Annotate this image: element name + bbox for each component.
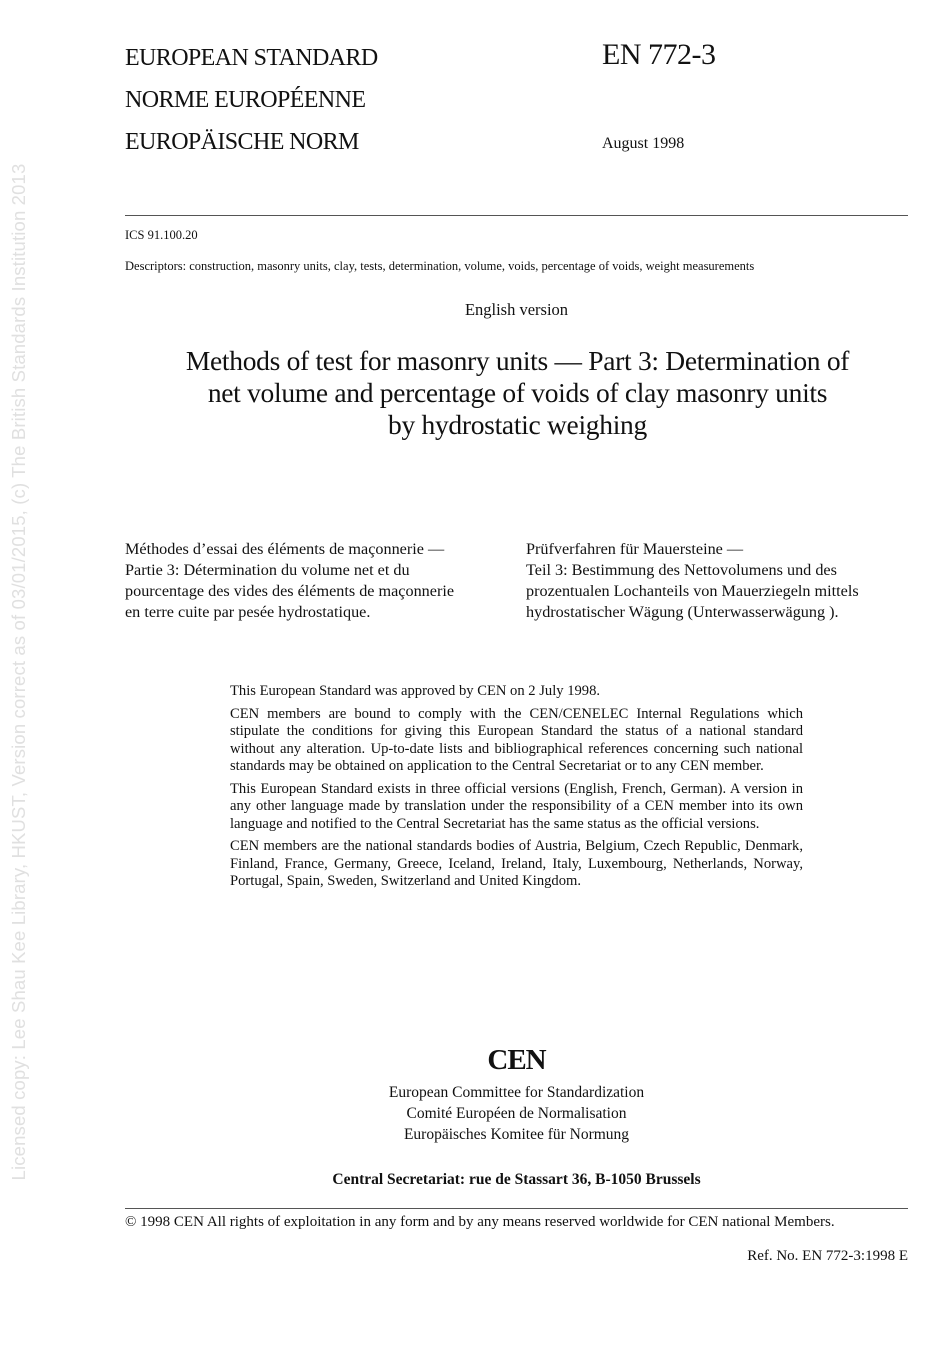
- language-version: English version: [464, 300, 569, 319]
- header-divider: [125, 215, 908, 216]
- french-title-line: pourcentage des vides des éléments de maçonnerie: [125, 582, 455, 600]
- footer-divider: [125, 1208, 908, 1209]
- german-title-line: hydrostatischer Wägung (Unterwasserwägung ).: [526, 603, 839, 621]
- title-line: net volume and percentage of voids of clay masonry units: [207, 377, 828, 408]
- french-title-line: Méthodes d’essai des éléments de maçonnerie —: [125, 540, 445, 558]
- french-title: [125, 539, 520, 623]
- german-title-line: prozentualen Lochanteils von Mauerziegeln mittels: [526, 582, 859, 600]
- cen-name-fr: Comité Européen de Normalisation: [406, 1104, 627, 1122]
- standard-label-de: EUROPÄISCHE NORM: [125, 129, 359, 155]
- descriptors: Descriptors: construction, masonry units, clay, tests, determination, volume, voids, percentage of voids, weight measurements: [125, 259, 755, 273]
- notice-paragraph: CEN members are the national standards bodies of Austria, Belgium, Czech Republic, Denmark, Finland, France, Germany, Greece, Iceland, Ireland, Italy, Luxembourg, Netherlands, Norway, Portugal, Spain, Sweden, Switzerland and United Kingdom.: [230, 838, 803, 889]
- standard-label-fr: NORME EUROPÉENNE: [125, 87, 366, 113]
- notice-paragraph: This European Standard exists in three official versions (English, French, German). A version in any other language made by translation under the responsibility of a CEN member into its own language and notified to the Central Secretariat has the same status as the official versions.: [230, 780, 803, 832]
- french-title-line: Partie 3: Détermination du volume net et du: [125, 561, 410, 579]
- german-title-line: Teil 3: Bestimmung des Nettovolumens und des: [526, 561, 837, 579]
- german-title: [526, 539, 926, 623]
- title-line: Methods of test for masonry units — Part 3: Determination of: [185, 345, 850, 376]
- copyright-notice: © 1998 CEN All rights of exploitation in any form and by any means reserved worldwide for CEN national Members.: [125, 1214, 835, 1230]
- cen-name-de: Europäisches Komitee für Normung: [403, 1125, 630, 1143]
- standard-number: EN 772-3: [602, 38, 716, 71]
- standard-label-en: EUROPEAN STANDARD: [125, 45, 378, 71]
- title-line: by hydrostatic weighing: [388, 409, 647, 440]
- license-watermark: Licensed copy: Lee Shau Kee Library, HKUST, Version correct as of 03/01/2015, (c) The British Standards Institution 2013: [8, 163, 29, 1181]
- notice-paragraph: This European Standard was approved by CEN on 2 July 1998.: [230, 683, 601, 699]
- publication-date: August 1998: [602, 135, 685, 152]
- reference-number: Ref. No. EN 772-3:1998 E: [747, 1248, 908, 1264]
- german-title-line: Prüfverfahren für Mauersteine —: [526, 540, 744, 558]
- central-secretariat-address: Central Secretariat: rue de Stassart 36, B-1050 Brussels: [332, 1171, 701, 1188]
- document-title: [125, 345, 910, 441]
- cen-organisation-names: [125, 1083, 908, 1145]
- cen-name-en: European Committee for Standardization: [388, 1084, 645, 1101]
- french-title-line: en terre cuite par pesée hydrostatique.: [125, 603, 371, 621]
- ics-code: ICS 91.100.20: [125, 228, 198, 242]
- approval-notice: [230, 683, 803, 896]
- cen-logo: CEN: [487, 1044, 546, 1076]
- notice-paragraph: CEN members are bound to comply with the CEN/CENELEC Internal Regulations which stipulate the conditions for giving this European Standard the status of a national standard without any alteration. Up-to-date lists and bibliographical references concerning such national standards may be obtained on application to the Central Secretariat or to any CEN member.: [230, 705, 803, 774]
